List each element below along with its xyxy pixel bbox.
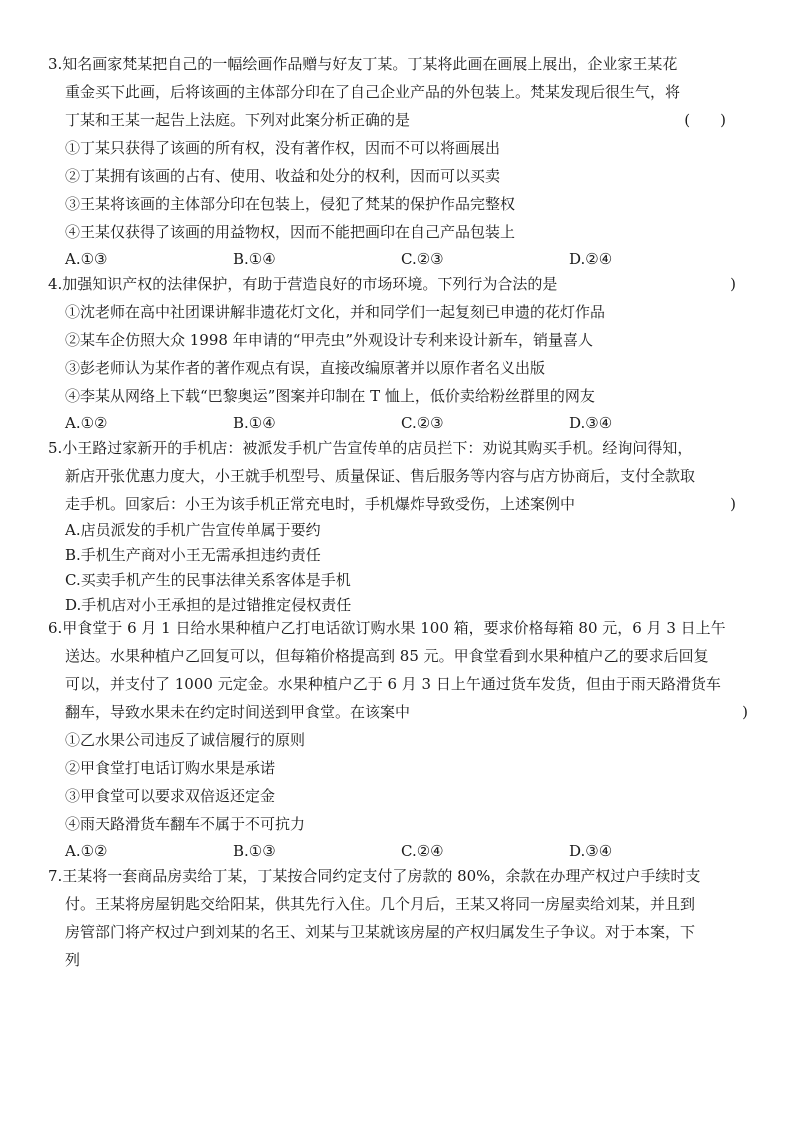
question-6-stem-text: 翻车，导致水果未在约定时间送到甲食堂。在该案中 — [65, 703, 411, 721]
statement-4: ④王某仅获得了该画的用益物权，因而不能把画印在自己产品包装上 — [65, 223, 516, 241]
question-7-stem-line-3: 房管部门将产权过户到刘某的名王、刘某与卫某就该房屋的产权归属发生子争议。对于本案，下 — [65, 923, 696, 941]
choice-b[interactable]: B.①③ — [233, 842, 276, 860]
question-3 — [48, 50, 748, 272]
choice-c[interactable]: C.②③ — [401, 414, 444, 432]
question-5 — [48, 434, 748, 618]
choice-d[interactable]: D.手机店对小王承担的是过错推定侵权责任 — [65, 596, 352, 614]
answer-paren: ) — [730, 495, 736, 513]
choice-c[interactable]: C.买卖手机产生的民事法律关系客体是手机 — [65, 571, 351, 589]
question-7-stem-line-1: 7.王某将一套商品房卖给丁某，丁某按合同约定支付了房款的 80%，余款在办理产权过户手续时支 — [48, 867, 701, 885]
question-3-stem-line-2: 重金买下此画，后将该画的主体部分印在了自己企业产品的外包装上。梵某发现后很生气，将 — [65, 83, 681, 101]
statement-1: ①乙水果公司违反了诚信履行的原则 — [65, 731, 306, 749]
question-5-stem-text: 走手机。回家后：小王为该手机正常充电时，手机爆炸导致受伤，上述案例中 — [65, 495, 576, 513]
statement-4: ④李某从网络上下载“巴黎奥运”图案并印制在 T 恤上，低价卖给粉丝群里的网友 — [65, 387, 595, 405]
question-5-stem-line-2: 新店开张优惠力度大，小王就手机型号、质量保证、售后服务等内容与店方协商后，支付全款取 — [65, 467, 696, 485]
answer-paren: ) — [742, 703, 748, 721]
choice-b[interactable]: B.①④ — [233, 250, 276, 268]
statement-3: ③甲食堂可以要求双倍返还定金 — [65, 787, 276, 805]
question-7 — [48, 862, 748, 974]
question-7-stem-line-2: 付。王某将房屋钥匙交给阳某，供其先行入住。几个月后，王某又将同一房屋卖给刘某，并且到 — [65, 895, 696, 913]
statement-2: ②丁某拥有该画的占有、使用、收益和处分的权利，因而可以买卖 — [65, 167, 501, 185]
statement-2: ②甲食堂打电话订购水果是承诺 — [65, 759, 276, 777]
statement-3: ③彭老师认为某作者的著作观点有误，直接改编原著并以原作者名义出版 — [65, 359, 546, 377]
question-4-stem-text: 4.加强知识产权的法律保护，有助于营造良好的市场环境。下列行为合法的是 — [48, 275, 558, 293]
statement-1: ①丁某只获得了该画的所有权，没有著作权，因而不可以将画展出 — [65, 139, 501, 157]
question-4-stem-line-1 — [48, 270, 748, 298]
choice-b[interactable]: B.①④ — [233, 414, 276, 432]
question-5-stem-line-3 — [48, 490, 748, 518]
choice-c[interactable]: C.②③ — [401, 250, 444, 268]
question-3-stem-text: 丁某和王某一起告上法庭。下列对此案分析正确的是 — [65, 111, 411, 129]
question-5-stem-line-1: 5.小王路过家新开的手机店：被派发手机广告宣传单的店员拦下：劝说其购买手机。经询问得知， — [48, 439, 693, 457]
choice-c[interactable]: C.②④ — [401, 842, 444, 860]
answer-paren: ) — [730, 275, 736, 293]
question-6-stem-line-4 — [48, 698, 748, 726]
choice-d[interactable]: D.③④ — [569, 414, 613, 432]
choice-row — [48, 410, 748, 436]
choice-a[interactable]: A.①② — [65, 414, 108, 432]
question-4 — [48, 270, 748, 436]
statement-3: ③王某将该画的主体部分印在包装上，侵犯了梵某的保护作品完整权 — [65, 195, 516, 213]
question-3-stem-line-3 — [48, 106, 748, 134]
choice-row — [48, 838, 748, 864]
choice-d[interactable]: D.②④ — [569, 250, 613, 268]
statement-4: ④雨天路滑货车翻车不属于不可抗力 — [65, 815, 306, 833]
choice-b[interactable]: B.手机生产商对小王无需承担违约责任 — [65, 546, 321, 564]
choice-a[interactable]: A.店员派发的手机广告宣传单属于要约 — [65, 521, 321, 539]
choice-d[interactable]: D.③④ — [569, 842, 613, 860]
question-6-stem-line-1: 6.甲食堂于 6 月 1 日给水果种植户乙打电话欲订购水果 100 箱，要求价格每箱 80 元，6 月 3 日上午 — [48, 619, 726, 637]
question-3-stem-line-1: 3.知名画家梵某把自己的一幅绘画作品赠与好友丁某。丁某将此画在画展上展出，企业家王某花 — [48, 55, 678, 73]
question-6-stem-line-2: 送达。水果种植户乙回复可以，但每箱价格提高到 85 元。甲食堂看到水果种植户乙的要求后回复 — [65, 647, 709, 665]
choice-a[interactable]: A.①③ — [65, 250, 108, 268]
question-6 — [48, 614, 748, 864]
question-7-stem-line-4: 列 — [65, 951, 81, 969]
choice-row — [48, 246, 748, 272]
statement-2: ②某车企仿照大众 1998 年申请的“甲壳虫”外观设计专利来设计新车，销量喜人 — [65, 331, 594, 349]
question-6-stem-line-3: 可以，并支付了 1000 元定金。水果种植户乙于 6 月 3 日上午通过货车发货，但由于雨天路滑货车 — [65, 675, 721, 693]
statement-1: ①沈老师在高中社团课讲解非遗花灯文化，并和同学们一起复刻已申遗的花灯作品 — [65, 303, 606, 321]
choice-a[interactable]: A.①② — [65, 842, 108, 860]
answer-paren: ( ) — [684, 111, 726, 129]
